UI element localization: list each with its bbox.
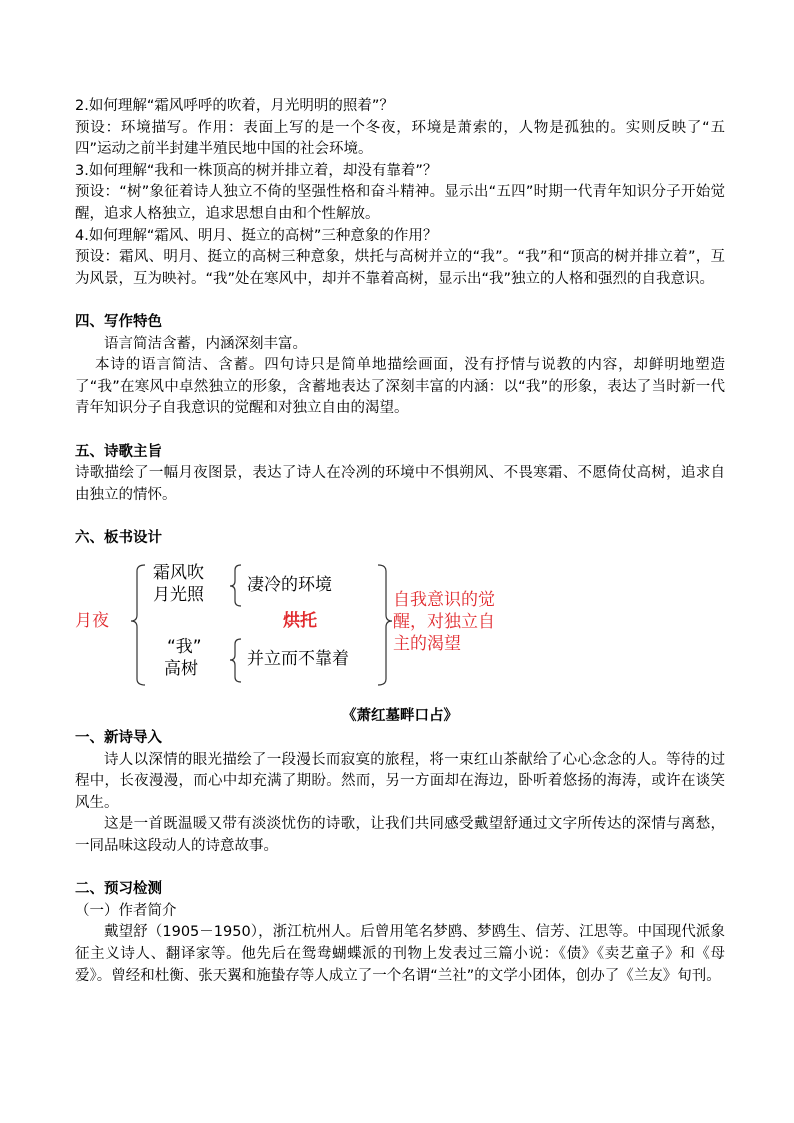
diagram-top-item-1: 霜风吹 bbox=[153, 563, 204, 584]
diagram-top-item-2: 月光照 bbox=[153, 585, 204, 606]
lesson-title: 《萧红墓畔口占》 bbox=[342, 708, 458, 725]
diagram-conclusion-line-2: 醒，对独立自 bbox=[393, 612, 495, 633]
writing-features-body: 本诗的语言简洁、含蓄。四句诗只是简单地描绘画面，没有抒情与说教的内容，却鲜明地塑造了“我”在寒风中卓然独立的形象，含蓄地表达了深刻丰富的内涵：以“我”的形象，表达了当时新一代青年知识分子自我意识的觉醒和对独立自由的渴望。 bbox=[75, 357, 725, 417]
diagram-conclusion-line-3: 主的渴望 bbox=[393, 634, 461, 655]
answer-4: 预设：霜风、明月、挺立的高树三种意象，烘托与高树并立的“我”。“我”和“顶高的树并排立着”，互为风景，互为映衬。“我”处在寒风中，却并不靠着高树，显示出“我”独立的人格和强烈的自我意识。 bbox=[75, 249, 725, 287]
question-4: 4.如何理解“霜风、明月、挺立的高树”三种意象的作用？ bbox=[75, 227, 438, 244]
diagram-bottom-result: 并立而不靠着 bbox=[247, 649, 349, 670]
diagram-bottom-item-1: “我” bbox=[167, 637, 202, 658]
author-paragraph: 戴望舒（1905－1950），浙江杭州人。后曾用笔名梦鸥、梦鸥生、信芳、江思等。中国现代派象征主义诗人、翻译家等。他先后在鸳鸯蝴蝶派的刊物上发表过三篇小说：《债》《卖艺童子》和《母爱》。曾经和杜衡、张天翼和施蛰存等人成立了一个名谓“兰社”的文学小团体，创办了《兰友》旬刊。 bbox=[75, 924, 725, 984]
board-design-diagram bbox=[75, 557, 725, 692]
answer-2: 预设：环境描写。作用：表面上写的是一个冬夜，环境是萧索的，人物是孤独的。实则反映了“五四”运动之前半封建半殖民地中国的社会环境。 bbox=[75, 119, 725, 158]
diagram-conclusion-line-1: 自我意识的觉 bbox=[393, 590, 495, 611]
diagram-top-result: 凄冷的环境 bbox=[247, 575, 332, 596]
question-2: 2.如何理解“霜风呼呼的吹着，月光明明的照着”？ bbox=[75, 98, 394, 114]
section-heading-writing-features: 四、写作特色 bbox=[75, 313, 162, 330]
section-heading-board-design: 六、板书设计 bbox=[75, 529, 162, 546]
author-subheading: （一）作者简介 bbox=[75, 902, 177, 919]
writing-features-summary: 语言简洁含蓄，内涵深刻丰富。 bbox=[104, 335, 307, 352]
answer-3: 预设：“树”象征着诗人独立不倚的坚强性格和奋斗精神。显示出“五四”时期一代青年知识分子开始觉醒，追求人格独立，追求思想自由和个性解放。 bbox=[75, 184, 725, 222]
theme-body: 诗歌描绘了一幅月夜图景，表达了诗人在冷冽的环境中不惧朔风、不畏寒霜、不愿倚仗高树，追求自由独立的情怀。 bbox=[75, 465, 725, 503]
document-page bbox=[75, 96, 725, 987]
diagram-bottom-item-2: 高树 bbox=[164, 659, 198, 680]
section-heading-intro: 一、新诗导入 bbox=[75, 730, 162, 747]
diagram-middle: 烘托 bbox=[283, 611, 317, 632]
intro-paragraph-2: 这是一首既温暖又带有淡淡忧伤的诗歌，让我们共同感受戴望舒通过文字所传达的深情与离愁，一同品味这段动人的诗意故事。 bbox=[75, 816, 725, 855]
section-heading-theme: 五、诗歌主旨 bbox=[75, 443, 162, 460]
section-heading-preview-check: 二、预习检测 bbox=[75, 881, 162, 898]
question-3: 3.如何理解“我和一株顶高的树并排立着，却没有靠着”？ bbox=[75, 162, 438, 179]
diagram-root: 月夜 bbox=[75, 611, 109, 632]
intro-paragraph-1: 诗人以深情的眼光描绘了一段漫长而寂寞的旅程，将一束红山茶献给了心心念念的人。等待的过程中，长夜漫漫，而心中却充满了期盼。然而，另一方面却在海边，卧听着悠扬的海涛，或许在谈笑风生。 bbox=[75, 751, 725, 811]
